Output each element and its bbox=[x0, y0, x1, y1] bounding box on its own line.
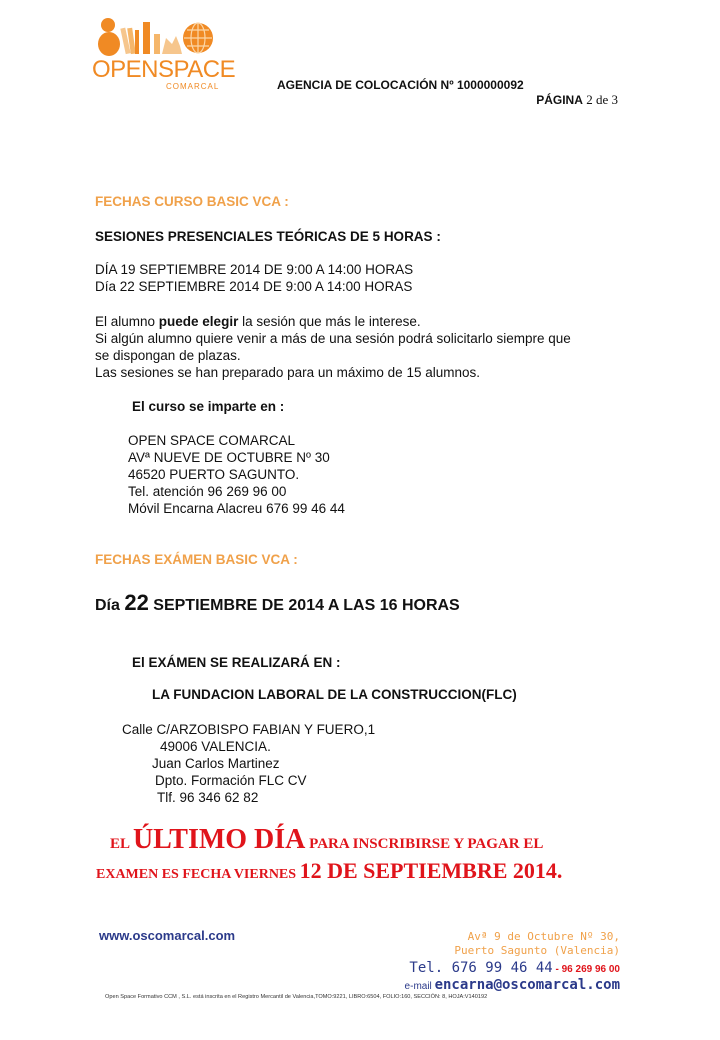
session-2: Día 22 SEPTIEMBRE 2014 DE 9:00 A 14:00 HORAS bbox=[95, 279, 413, 294]
logo-subtitle: COMARCAL bbox=[166, 82, 220, 91]
exam-addr-2: 49006 VALENCIA. bbox=[160, 739, 271, 754]
exam-dates-title: FECHAS EXÁMEN BASIC VCA : bbox=[95, 552, 298, 567]
notice-rest-1: PARA INSCRIBIRSE Y PAGAR EL bbox=[305, 836, 544, 852]
choose-text-c: la sesión que más le interese. bbox=[238, 314, 421, 329]
footer-address-1: Avª 9 de Octubre Nº 30, bbox=[467, 930, 620, 943]
exam-location-label: El EXÁMEN SE REALIZARÁ EN : bbox=[132, 655, 341, 670]
notice-date: 12 DE SEPTIEMBRE 2014. bbox=[299, 858, 563, 883]
footer-phone-mobile: Tel. 676 99 46 44 bbox=[409, 960, 553, 976]
more-sessions-line2: se dispongan de plazas. bbox=[95, 348, 241, 363]
notice-exam-text: EXAMEN ES FECHA VIERNES bbox=[96, 867, 300, 882]
logo-graphic-icon bbox=[96, 16, 218, 58]
exam-addr-3: Juan Carlos Martinez bbox=[152, 756, 280, 771]
course-addr-2: AVª NUEVE DE OCTUBRE Nº 30 bbox=[128, 450, 330, 465]
exam-date-rest: SEPTIEMBRE DE 2014 A LAS 16 HORAS bbox=[148, 597, 460, 614]
exam-addr-5: Tlf. 96 346 62 82 bbox=[157, 790, 259, 805]
choose-text-b: puede elegir bbox=[158, 314, 239, 329]
exam-date bbox=[95, 590, 460, 616]
legal-text: Open Space Formativo CCM , S.L. está inscrita en el Registro Mercantil de Valencia,TOMO:9221, LIBRO:6504, FOLIO:160, SECCIÓN: 8, HOJA:V140192 bbox=[105, 994, 488, 1000]
logo-wordmark: OPENSPACE bbox=[92, 56, 236, 83]
exam-date-prefix: Día bbox=[95, 597, 125, 614]
exam-foundation: LA FUNDACION LABORAL DE LA CONSTRUCCION(FLC) bbox=[152, 687, 517, 702]
choose-paragraph bbox=[95, 314, 421, 329]
website-link[interactable]: www.oscomarcal.com bbox=[99, 928, 236, 943]
page-number: 2 de 3 bbox=[586, 92, 618, 107]
footer-email-label: e-mail bbox=[404, 981, 435, 992]
exam-addr-4: Dpto. Formación FLC CV bbox=[155, 773, 307, 788]
course-addr-4: Tel. atención 96 269 96 00 bbox=[128, 484, 287, 499]
deadline-notice-line1 bbox=[110, 824, 543, 856]
footer-email bbox=[405, 976, 620, 994]
choose-text-a: El alumno bbox=[95, 314, 159, 329]
deadline-notice-line2 bbox=[96, 858, 562, 884]
session-1: DÍA 19 SEPTIEMBRE 2014 DE 9:00 A 14:00 HORAS bbox=[95, 262, 414, 277]
max-students: Las sesiones se han preparado para un máximo de 15 alumnos. bbox=[95, 365, 480, 380]
agency-number: AGENCIA DE COLOCACIÓN Nº 1000000092 bbox=[277, 78, 524, 92]
course-addr-5: Móvil Encarna Alacreu 676 99 46 44 bbox=[128, 501, 345, 516]
exam-date-day: 22 bbox=[124, 590, 149, 615]
footer-address-2: Puerto Sagunto (Valencia) bbox=[454, 944, 620, 957]
course-addr-1: OPEN SPACE COMARCAL bbox=[128, 433, 296, 448]
page-label: PÁGINA bbox=[536, 93, 583, 107]
notice-last-day: ÚLTIMO DÍA bbox=[132, 824, 306, 855]
footer-phone-land: - 96 269 96 00 bbox=[552, 964, 620, 975]
footer-phone bbox=[409, 959, 620, 977]
notice-el: EL bbox=[110, 836, 133, 852]
page-indicator bbox=[536, 92, 618, 108]
course-dates-title: FECHAS CURSO BASIC VCA : bbox=[95, 194, 289, 209]
footer-email-address[interactable]: encarna@oscomarcal.com bbox=[434, 977, 620, 993]
exam-addr-1: Calle C/ARZOBISPO FABIAN Y FUERO,1 bbox=[122, 722, 376, 737]
logo bbox=[92, 16, 236, 91]
sessions-title: SESIONES PRESENCIALES TEÓRICAS DE 5 HORAS : bbox=[95, 229, 441, 244]
course-addr-3: 46520 PUERTO SAGUNTO. bbox=[128, 467, 300, 482]
more-sessions-line1: Si algún alumno quiere venir a más de una sesión podrá solicitarlo siempre que bbox=[95, 331, 571, 346]
course-location-label: El curso se imparte en : bbox=[132, 399, 285, 414]
